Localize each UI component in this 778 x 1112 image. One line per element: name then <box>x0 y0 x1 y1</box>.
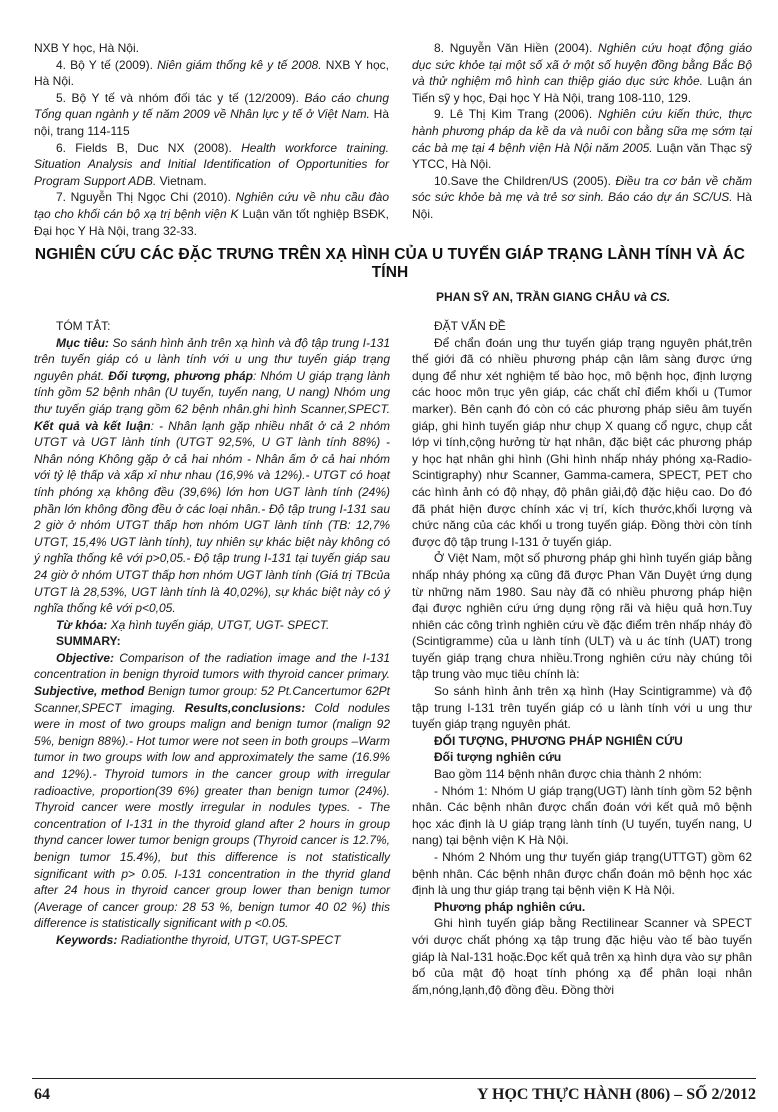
body-column <box>412 318 752 998</box>
ref-source: Luận án Tiến sỹ y học, Đại học Y Hà Nội, trang 108-110, 129. <box>412 74 752 105</box>
ref-author: 8. Nguyễn Văn Hiền (2004). <box>434 41 599 55</box>
ref-source: Hà Nội. <box>412 190 752 221</box>
author-etal: và CS. <box>633 290 671 304</box>
subjects-paragraph-3: - Nhóm 2 Nhóm ung thư tuyến giáp trạng(UTTGT) gồm 62 bệnh nhân. Các bệnh nhân được chẩn đoán mô bệnh học xác định là ung thư giáp trạng tại bệnh viện K Hà Nội. <box>412 850 752 898</box>
article-title: NGHIÊN CỨU CÁC ĐẶC TRƯNG TRÊN XẠ HÌNH CỦA U TUYẾN GIÁP TRẠNG LÀNH TÍNH VÀ ÁC TÍNH <box>34 246 746 281</box>
reference-9 <box>412 106 752 172</box>
reference-8 <box>412 40 752 106</box>
ref-author: 9. Lê Thị Kim Trang (2006). <box>434 107 598 122</box>
ref-source: NXB Y học, Hà Nội. <box>34 57 389 89</box>
subject-text: Benign tumor group: 52 Pt.Cancertumor 62Pt Scanner,SPECT imaging. <box>34 684 390 715</box>
ref-title: Điều tra cơ bản về chăm sóc sức khỏe bà mẹ và trẻ sơ sinh. Báo cáo dự án SC/US. <box>412 173 752 205</box>
ref-title: Báo cáo chung Tổng quan ngành y tế năm 2009 về Nhân lực y tế ở Việt Nam. <box>34 90 389 122</box>
intro-paragraph-1: Để chẩn đoán ung thư tuyến giáp trạng nguyên phát,trên thế giới đã có nhiều phương pháp cận lâm sàng được ứng dụng để như xét nghiệm tế bào học, mô bệnh học, định lượng các hooc môn trục yên giáp, các chất chỉ điểm khối u (Tumor marker). Bên cạnh đó còn có các phương pháp siêu âm tuyến giáp, ghi hình tuyến giáp như chụp X quang cổ ngực, chụp cắt lớp vi tính,cộng hưởng từ hạt nhân, đặc biệt các phương pháp y học hạt nhân ghi hình (Ghi hình nhấp nháy phóng xạ-Radio-Scintigraphy) như Scanner, Gamma-camera, SPECT, PET cho các hình ảnh có độ nhạy, độ phân giải,độ đặc hiệu cao. Do đó đã phát hiện được chính xác vị trí, kích thước,khối lượng và chức năng của các khối u trong tuyến giáp. Đồng thời còn tính được độ tập trung I-131 ở tuyến giáp. <box>412 335 752 549</box>
reference-6 <box>34 140 389 190</box>
intro-heading: ĐẶT VẤN ĐỀ <box>434 319 506 333</box>
abstract-column <box>34 318 390 949</box>
keywords-vi <box>34 617 390 634</box>
ref-title: Niên giám thống kê y tế 2008. <box>157 57 322 72</box>
results-en-text: Cold nodules were in most of two groups malign and benign tumor (malign 92 5%, benign 88%).- Hot tumor were not seen in both groups –Warm tumor in two groups with low and approximately the same (16.9% and 12%).- Thyroid tumors in the cancer group with irregular radioactive, proportion(39 6%) greater than benign tumor (24%). Thyroid cancer were mostly irregular in nodules types. - The concentration of I-131 in the thyroid gland after 2 hours in group thynd cancer lower tumor benign groups (Thyroid cancer is 12.7%, benign tumor 15.4%), but this difference is not statistically significant with p> 0.05. I-131 concentration in the thyrid gland after 24 hous in thyroid cancer group lower than benign tumor (Average of cancer group: 28 53 %, benign tumor 40 02 %) this difference is statistically significant with p <0.05. <box>34 700 390 931</box>
ref-source: Vietnam. <box>156 173 207 188</box>
label-objective: Objective: <box>56 650 115 665</box>
label-results: Kết quả và kết luận <box>34 418 151 433</box>
footer-rule <box>32 1078 756 1079</box>
keywords-text: Xạ hình tuyến giáp, UTGT, UGT- SPECT. <box>107 617 330 632</box>
ref-title: Nghiên cứu kiến thức, thực hành phương pháp da kề da và nuôi con bằng sữa mẹ sớm tại các bà mẹ tại 4 bệnh viện Hà Nội năm 2005. <box>412 107 753 155</box>
methods-heading: ĐỐI TƯỢNG, PHƯƠNG PHÁP NGHIÊN CỨU <box>434 733 683 748</box>
abstract-en-heading: SUMMARY: <box>56 634 121 649</box>
ref-author: 4. Bộ Y tế (2009). <box>56 57 158 72</box>
ref-author: 7. Nguyễn Thị Ngọc Chi (2010). <box>56 190 236 205</box>
intro-paragraph-2: Ở Việt Nam, một số phương pháp ghi hình tuyến giáp bằng nhấp nháy phóng xạ cũng đã được Phan Văn Duyệt ứng dụng từ những năm 1980. Sau này đã có nhiều phương pháp hiện đại được nghiên cứu ứng dụng rộng rãi và hiệu quả hơn.Tuy nhiên các công trình nghiên cứu về đặc điểm trên nhấp nháy đồ (Scintigramme) của u lành tính (ULT) và u ác tính (UAT) trong tuyến giáp trạng chưa nhiều.Trong nghiên cứu này chúng tôi tập trung vào mục tiêu chính là: <box>412 551 752 682</box>
label-results-en: Results,conclusions: <box>184 700 306 715</box>
abstract-vi <box>34 335 390 617</box>
ref-author: 10.Save the Children/US (2005). <box>434 173 616 188</box>
ref-author: 5. Bộ Y tế và nhóm đối tác y tế (12/2009). <box>56 90 305 105</box>
keywords-en-text: Radiationthe thyroid, UTGT, UGT-SPECT <box>117 932 341 947</box>
reference-4 <box>34 57 389 90</box>
ref-title: Health workforce training. Situation Analysis and Initial Identification of Opportunities for Program Support ADB. <box>34 140 390 188</box>
results-text: : - Nhân lạnh gặp nhiều nhất ở cả 2 nhóm UTGT và UGT lành tính (UTGT 92,5%, U GT lành tính 88%) - Nhân nóng Không gặp ở cả hai nhóm - Nhân ấm ở cả hai nhóm với tỷ lệ thấp và xấp xỉ như nhau (16,9% và 12%).- UTGT có hoạt tính phóng xạ không đều (39,6%) lớn hơn UGT lành tính (24%) phần lớn không đồng đều ở các loại nhân.- Độ tập trung I-131 sau 2 giờ ở nhóm UTGT thấp hơn nhóm UGT lành tính (TB: 12,7% UTGT, 15,4% UGT lành tính), tuy nhiên sự khác biệt này không có ý nghĩa thống kê với p>0,05.- Độ tập trung I-131 tại tuyến giáp sau 24 giờ ở nhóm UTGT thấp hơn nhóm UGT lành tính (Giá trị TBcủa UTGT là 28,53%, UGT lành tính là 40,02%), sự khác biệt này có ý nghĩa thống kê với p<0,05. <box>34 418 390 616</box>
ref-title: Nghiên cứu về nhu cầu đào tạo cho khối cán bộ xạ trị bệnh viện K <box>34 190 389 221</box>
aim-text: So sánh hình ảnh trên xạ hình và độ tập trung I-131 trên tuyến giáp có u lành tính với u ung thư tuyến giáp trạng nguyên phát. <box>34 335 390 383</box>
subjects-heading: Đối tượng nghiên cứu <box>434 750 562 765</box>
journal-footer: Y HỌC THỰC HÀNH (806) – SỐ 2/2012 <box>477 1086 756 1103</box>
method-paragraph-1: Ghi hình tuyến giáp bằng Rectilinear Scanner và SPECT với dược chất phóng xạ tập trung đặc hiệu vào tế bào tuyến giáp là NaI-131 hoặc.Đọc kết quả trên xạ hình dựa vào sự phân bố của mật độ hoạt tính phóng xạ để phân loại nhân ấm,nóng,lạnh,độ đồng đều. Đồng thời <box>412 916 752 997</box>
abstract-vi-heading: TÓM TẮT: <box>56 319 111 333</box>
label-keywords: Từ khóa: <box>56 617 108 632</box>
method-heading: Phương pháp nghiên cứu. <box>434 899 586 914</box>
abstract-en <box>34 650 390 932</box>
references-left <box>34 40 389 239</box>
references-right <box>412 40 752 223</box>
subjects-paragraph-2: - Nhóm 1: Nhóm U giáp trạng(UGT) lành tính gồm 52 bệnh nhân. Các bệnh nhân được chẩn đoán với kết quả mô bệnh học xác định là U giáp trạng lành tính (U tuyến, tuyến nang, U nang) tại bệnh viện K Hà Nội. <box>412 783 752 848</box>
reference-7 <box>34 189 389 239</box>
intro-paragraph-3: So sánh hình ảnh trên xạ hình (Hay Scintigramme) và độ tập trung I-131 trên tuyến giáp có u lành tính với u ung thư tuyến giáp trạng nguyên phát. <box>412 684 752 732</box>
ref-author: 6. Fields B, Duc NX (2008). <box>56 140 242 155</box>
label-subject: Subjective, method <box>34 684 145 699</box>
page-number: 64 <box>34 1086 50 1103</box>
label-aim: Mục tiêu: <box>56 335 109 350</box>
reference-10 <box>412 173 752 223</box>
article-authors <box>436 290 756 304</box>
ref-source: Luận văn Thạc sỹ YTCC, Hà Nội. <box>412 140 752 172</box>
label-keywords-en: Keywords: <box>56 932 118 947</box>
keywords-en <box>34 932 390 949</box>
subjects-paragraph-1: Bao gồm 114 bệnh nhân được chia thành 2 nhóm: <box>434 767 702 782</box>
label-method: Đối tượng, phương pháp <box>108 368 253 383</box>
method-text: : Nhóm U giáp trạng lành tính gồm 52 bệnh nhân (U tuyến, tuyến nang, U nang) Nhóm ung thư tuyến giáp trạng gồm 62 bệnh nhân.ghi hình Scanner,SPECT. <box>34 368 390 416</box>
objective-text: Comparison of the radiation image and the I-131 concentration in benign thyroid tumors with thyroid cancer primary. <box>34 650 390 682</box>
reference-5 <box>34 90 389 140</box>
ref-title: Nghiên cứu hoạt động giáo dục sức khỏe tại một số xã ở một số huyện đồng bằng Bắc Bộ và thử nghiệm mô hình can thiệp giáo dục sức khỏe. <box>412 41 752 89</box>
ref-source: Hà nội, trang 114-115 <box>34 107 389 138</box>
author-names: PHAN SỸ AN, TRẦN GIANG CHÂU <box>436 290 634 304</box>
reference-3-tail: NXB Y học, Hà Nội. <box>34 41 139 55</box>
ref-source: Luận văn tốt nghiệp BSĐK, Đại học Y Hà Nội, trang 32-33. <box>34 206 389 238</box>
